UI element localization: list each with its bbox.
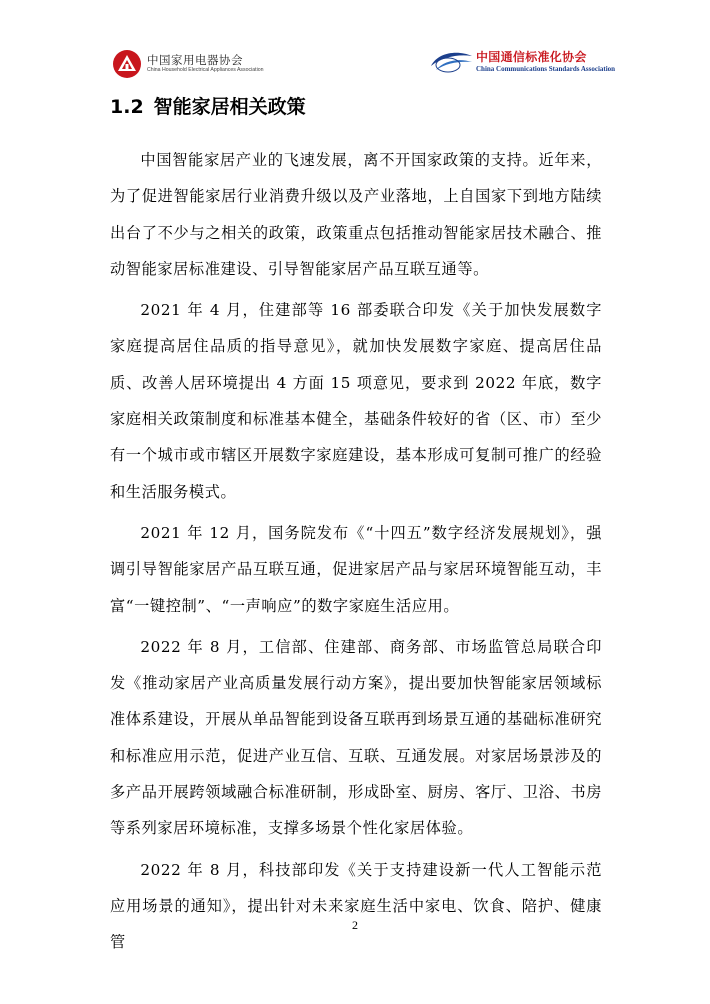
page-number: 2: [352, 918, 358, 932]
cha-name-en: China Household Electrical Appliances Association: [147, 67, 264, 74]
ccsa-swoosh-icon: [428, 48, 474, 76]
cha-logo: [112, 47, 264, 81]
document-body: [110, 142, 602, 966]
cha-name-cn: 中国家用电器协会: [147, 53, 243, 68]
ccsa-name-en: China Communications Standards Association: [476, 64, 616, 73]
ccsa-logo: [428, 44, 615, 80]
paragraph: 2022 年 8 月，工信部、住建部、商务部、市场监管总局联合印发《推动家居产业高质量发展行动方案》，提出要加快智能家居领域标准体系建设，开展从单品智能到设备互联再到场景互通的基础标准研究和标准应用示范，促进产业互信、互联、互通发展。对家居场景涉及的多产品开展跨领域融合标准研制，形成卧室、厨房、客厅、卫浴、书房等系列家居环境标准，支撑多场景个性化家居体验。: [110, 637, 602, 838]
paragraph: 中国智能家居产业的飞速发展，离不开国家政策的支持。近年来，为了促进智能家居行业消费升级以及产业落地，上自国家下到地方陆续出台了不少与之相关的政策，政策重点包括推动智能家居技术融合、推动智能家居标准建设、引导智能家居产品互联互通等。: [110, 151, 602, 278]
paragraph: 2021 年 4 月，住建部等 16 部委联合印发《关于加快发展数字家庭提高居住品质的指导意见》，就加快发展数字家庭、提高居住品质、改善人居环境提出 4 方面 15 项意见，要求到 2022 年底，数字家庭相关政策制度和标准基本健全，基础条件较好的省（区、市）至少有一个城市或市辖区开展数字家庭建设，基本形成可复制可推广的经验和生活服务模式。: [110, 301, 602, 501]
cha-emblem-icon: [112, 49, 142, 79]
section-number: 1.2: [110, 96, 144, 118]
paragraph: 2022 年 8 月，科技部印发《关于支持建设新一代人工智能示范应用场景的通知》，提出针对未来家庭生活中家电、饮食、陪护、健康管: [110, 860, 602, 952]
section-heading: [110, 92, 306, 119]
paragraph: 2021 年 12 月，国务院发布《“十四五”数字经济发展规划》，强调引导智能家居产品互联互通，促进家居产品与家居环境智能互动，丰富“一键控制”、“一声响应”的数字家庭生活应用。: [110, 523, 602, 615]
section-title: 智能家居相关政策: [153, 96, 306, 118]
ccsa-name-cn: 中国通信标准化协会: [476, 50, 587, 65]
page-header: [0, 0, 710, 90]
